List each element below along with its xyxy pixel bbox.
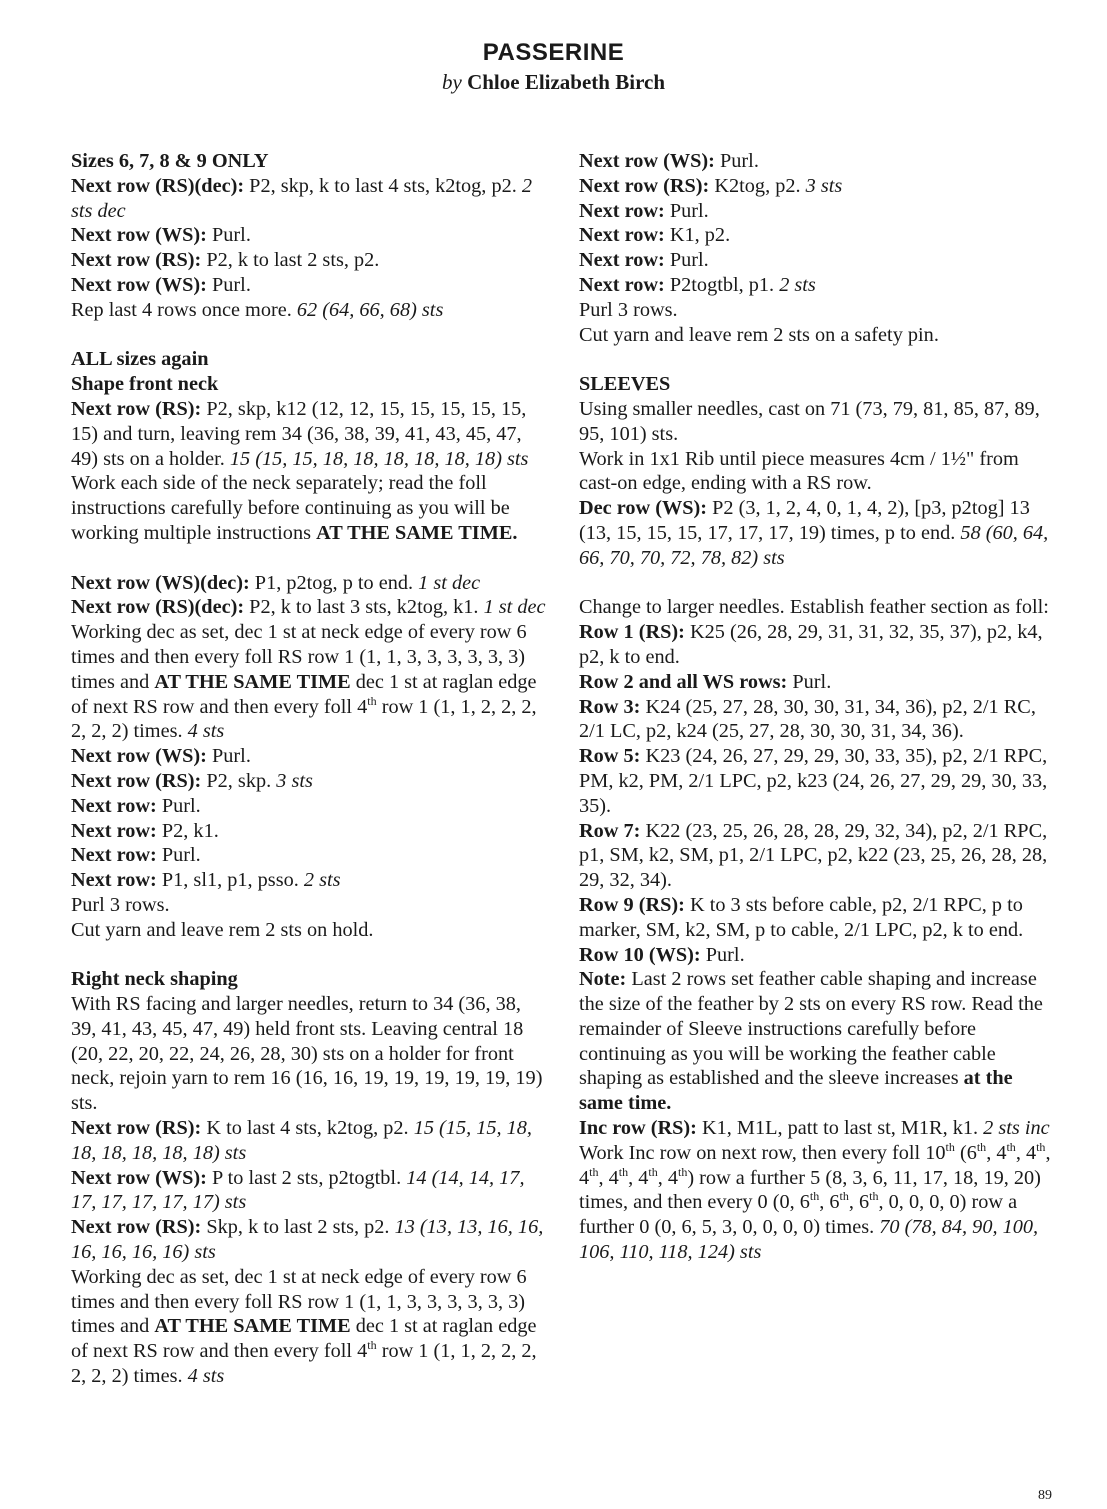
bold-text: AT THE SAME TIME. [316, 521, 518, 544]
instruction-paragraph [579, 1116, 1059, 1141]
body-text: Purl. [787, 670, 832, 693]
instruction-paragraph [71, 794, 546, 819]
body-text: With RS facing and larger needles, return to 34 (36, 38, 39, 41, 43, 45, 47, 49) held front sts. Leaving central 18 (20, 22, 20, 22, 24, 26, 28, 30) sts on a holder for front neck, rejoin yarn to rem 16 (16, 16, 19, 19, 19, 19, 19, 19) sts. [71, 993, 543, 1115]
body-text: K25 (26, 28, 29, 31, 31, 32, 35, 37), p2, k4, p2, k to end. [579, 621, 1043, 668]
body-text: , 4 [986, 1141, 1007, 1164]
bold-text: Next row (WS): [71, 273, 207, 296]
superscript-text: th [648, 1164, 658, 1179]
instruction-paragraph [71, 1166, 546, 1216]
instruction-paragraph [579, 967, 1059, 1116]
body-text: row 1 (1, 1, 2, 2, 2, 2, 2, 2) times. [71, 1340, 537, 1388]
superscript-text: th [869, 1189, 879, 1204]
bold-text: Dec row (WS): [579, 497, 708, 520]
body-text: Purl. [156, 794, 201, 817]
body-text: , 4 [598, 1166, 619, 1189]
instruction-paragraph [71, 918, 546, 943]
body-text: Purl. [664, 199, 709, 222]
body-text: , 4 [1015, 1141, 1037, 1164]
body-text: Working dec as set, dec 1 st at neck edge of every row 6 times and then every foll RS row 1 (1, 1, 3, 3, 3, 3, 3, 3) times and [71, 621, 527, 693]
instruction-paragraph [579, 298, 1059, 323]
bold-text: Row 2 and all WS rows: [579, 670, 788, 693]
instruction-paragraph [71, 248, 546, 273]
bold-text: Next row (WS): [579, 150, 715, 172]
bold-text: Next row (RS)(dec): [71, 174, 245, 197]
bold-text: Next row: [579, 273, 665, 296]
superscript-text: th [839, 1189, 849, 1204]
instruction-paragraph [71, 868, 546, 893]
body-text: Purl. [206, 224, 251, 247]
bold-text: Next row: [579, 249, 665, 272]
instruction-paragraph [71, 372, 546, 397]
bold-text: Row 3: [579, 695, 641, 718]
paragraph-gap [579, 571, 1059, 596]
body-text: P1, sl1, p1, psso. [156, 869, 304, 892]
paragraph-gap [71, 323, 546, 348]
italic-text: 70 (78, 84, 90, 100, 106, 110, 118, 124) sts [579, 1216, 1039, 1264]
instruction-paragraph [579, 670, 1059, 695]
italic-text: 3 sts [805, 174, 843, 197]
bold-text: Next row: [71, 819, 157, 842]
superscript-text: th [1036, 1140, 1046, 1155]
body-text: , 4 [579, 1141, 1051, 1189]
body-text: K23 (24, 26, 27, 29, 29, 30, 33, 35), p2, 2/1 RPC, PM, k2, PM, 2/1 LPC, p2, k23 (24, 26, 27, 29, 29, 30, 33, 35). [579, 745, 1048, 817]
paragraph-gap [579, 347, 1059, 372]
instruction-paragraph [71, 967, 546, 992]
italic-text: 2 sts [779, 273, 816, 296]
superscript-text: th [618, 1164, 629, 1179]
bold-text: Next row: [71, 794, 157, 817]
body-text: P2, k to last 2 sts, p2. [201, 249, 380, 272]
instruction-paragraph [71, 992, 546, 1116]
instruction-paragraph [71, 1265, 546, 1389]
instruction-paragraph [579, 1141, 1059, 1265]
body-text: P2togtbl, p1. [664, 273, 780, 296]
byline [0, 68, 1107, 96]
bold-text: Next row (WS): [71, 1166, 207, 1189]
instruction-paragraph [71, 843, 546, 868]
page-number: 89 [1038, 1488, 1052, 1503]
italic-text: 1 st dec [483, 596, 546, 619]
superscript-text: th [1006, 1140, 1016, 1155]
body-text: Purl. [156, 844, 201, 867]
body-text: K to last 4 sts, k2tog, p2. [201, 1117, 414, 1140]
instruction-paragraph [579, 744, 1059, 818]
body-text: Using smaller needles, cast on 71 (73, 79, 81, 85, 87, 89, 95, 101) sts. [579, 397, 1040, 445]
superscript-text: th [678, 1164, 688, 1179]
body-text: dec 1 st at raglan edge of next RS row and then every foll 4 [71, 1315, 537, 1363]
body-text: K24 (25, 27, 28, 30, 30, 31, 34, 36), p2, 2/1 RC, 2/1 LC, p2, k24 (25, 27, 28, 30, 30, 31, 34, 36). [579, 695, 1036, 743]
body-text: Change to larger needles. Establish feather section as foll: [579, 596, 1049, 619]
author-name: Chloe Elizabeth Birch [467, 70, 666, 94]
body-text: Cut yarn and leave rem 2 sts on hold. [71, 918, 374, 941]
bold-text: Next row (WS): [71, 745, 207, 768]
bold-text: Row 5: [579, 745, 641, 768]
bold-text: Row 7: [579, 819, 641, 842]
bold-text: Shape front neck [71, 373, 219, 396]
instruction-paragraph [71, 1116, 546, 1166]
instruction-paragraph [579, 447, 1059, 497]
instruction-paragraph [71, 397, 546, 471]
body-text: Work each side of the neck separately; read the foll instructions carefully before continuing as you will be working multiple instructions [71, 472, 510, 544]
page-header [0, 38, 1107, 96]
instruction-paragraph [71, 347, 546, 372]
body-text: K to 3 sts before cable, p2, 2/1 RPC, p to marker, SM, k2, SM, p to cable, 2/1 LPC, p2, k to end. [579, 893, 1024, 941]
italic-text: 62 (64, 66, 68) sts [296, 298, 444, 321]
instruction-paragraph [71, 769, 546, 794]
body-text: , 6 [848, 1191, 870, 1214]
instruction-paragraph [579, 943, 1059, 968]
instruction-paragraph [579, 496, 1059, 570]
body-text: Purl 3 rows. [71, 893, 170, 916]
italic-text: 2 sts [303, 869, 341, 892]
right-column [579, 149, 1059, 1265]
body-text: P2, k to last 3 sts, k2tog, k1. [244, 596, 484, 619]
body-text: Last 2 rows set feather cable shaping and increase the size of the feather by 2 sts on every RS row. Read the remainder of Sleeve instructions carefully before continuing as you will be working the feather cable shaping as established and the sleeve increases [579, 968, 1043, 1090]
superscript-text: th [945, 1140, 955, 1155]
body-text: Purl. [700, 943, 745, 966]
superscript-text: th [367, 693, 377, 708]
bold-text: Sizes 6, 7, 8 & 9 ONLY [71, 150, 269, 172]
superscript-text: th [976, 1140, 987, 1155]
bold-text: Next row: [579, 224, 665, 247]
bold-text: Right neck shaping [71, 968, 238, 991]
italic-text: 4 sts [187, 1365, 225, 1388]
bold-text: SLEEVES [579, 373, 671, 396]
instruction-paragraph [579, 199, 1059, 224]
body-text: Purl 3 rows. [579, 298, 678, 321]
instruction-paragraph [579, 223, 1059, 248]
bold-text: Note: [579, 968, 627, 991]
instruction-paragraph [71, 819, 546, 844]
italic-text: 2 sts inc [983, 1117, 1050, 1140]
body-text: P2, k1. [156, 819, 219, 842]
instruction-paragraph [71, 1215, 546, 1265]
instruction-paragraph [71, 893, 546, 918]
instruction-paragraph [579, 397, 1059, 447]
body-text: ) row a further 5 (8, 3, 6, 11, 17, 18, 19, 20) times, and then every 0 (0, 6 [579, 1166, 1041, 1214]
instruction-paragraph [579, 595, 1059, 620]
body-text: K1, M1L, patt to last st, M1R, k1. [696, 1117, 984, 1140]
bold-text: AT THE SAME TIME [154, 670, 351, 693]
byline-by: by [441, 70, 462, 94]
italic-text: 1 st dec [418, 571, 481, 594]
body-text: row 1 (1, 1, 2, 2, 2, 2, 2, 2) times. [71, 695, 537, 743]
bold-text: Next row: [71, 844, 157, 867]
bold-text: Next row (RS): [579, 174, 710, 197]
bold-text: at the same time. [579, 1067, 1013, 1115]
body-text: P2, skp, k12 (12, 12, 15, 15, 15, 15, 15, 15) and turn, leaving rem 34 (36, 38, 39, 41, 43, 45, 47, 49) sts on a holder. [71, 397, 527, 470]
body-text: Cut yarn and leave rem 2 sts on a safety pin. [579, 323, 939, 346]
superscript-text: th [589, 1164, 599, 1179]
bold-text: Next row (RS): [71, 1216, 202, 1239]
body-text: K22 (23, 25, 26, 28, 28, 29, 32, 34), p2, 2/1 RPC, p1, SM, k2, SM, p1, 2/1 LPC, p2, k22 (23, 25, 26, 28, 28, 29, 32, 34). [579, 819, 1048, 892]
body-text: P to last 2 sts, p2togtbl. [206, 1166, 407, 1189]
body-text: P2, skp, k to last 4 sts, k2tog, p2. [244, 174, 522, 197]
superscript-text: th [367, 1338, 377, 1353]
bold-text: Next row (RS)(dec): [71, 596, 245, 619]
bold-text: Next row (WS): [71, 224, 207, 247]
body-text: Purl. [206, 273, 251, 296]
bold-text: Next row: [71, 869, 157, 892]
bold-text: AT THE SAME TIME [154, 1315, 351, 1338]
body-text: Purl. [664, 249, 709, 272]
body-text: Purl. [206, 745, 251, 768]
superscript-text: th [809, 1189, 820, 1204]
instruction-paragraph [579, 819, 1059, 893]
instruction-paragraph [71, 571, 546, 596]
instruction-paragraph [71, 744, 546, 769]
instruction-paragraph [579, 273, 1059, 298]
instruction-paragraph [579, 695, 1059, 745]
bold-text: Next row (RS): [71, 769, 202, 792]
italic-text: 4 sts [187, 720, 225, 743]
body-text: , 4 [628, 1166, 649, 1189]
instruction-paragraph [71, 298, 546, 323]
italic-text: 15 (15, 15, 18, 18, 18, 18, 18, 18) sts [71, 1117, 533, 1164]
body-text: Rep last 4 rows once more. [71, 298, 297, 321]
body-text: Skp, k to last 2 sts, p2. [201, 1216, 395, 1239]
instruction-paragraph [71, 620, 546, 744]
body-text: Purl. [714, 150, 759, 172]
body-text: Work in 1x1 Rib until piece measures 4cm / 1½" from cast-on edge, ending with a RS row. [579, 447, 1019, 495]
instruction-paragraph [579, 149, 1059, 174]
body-text: P1, p2tog, p to end. [249, 571, 419, 594]
body-text: dec 1 st at raglan edge of next RS row and then every foll 4 [71, 670, 537, 718]
body-text: P2 (3, 1, 2, 4, 0, 1, 4, 2), [p3, p2tog] 13 (13, 15, 15, 15, 17, 17, 17, 19) times, p to end. [579, 497, 1030, 544]
bold-text: Inc row (RS): [579, 1117, 697, 1140]
bold-text: Row 9 (RS): [579, 893, 685, 916]
bold-text: ALL sizes again [71, 348, 209, 371]
italic-text: 2 sts dec [71, 174, 533, 222]
italic-text: 58 (60, 64, 66, 70, 70, 72, 78, 82) sts [579, 521, 1049, 569]
bold-text: Row 10 (WS): [579, 943, 701, 966]
body-text: (6 [954, 1141, 977, 1164]
instruction-paragraph [579, 620, 1059, 670]
paragraph-gap [71, 546, 546, 571]
instruction-paragraph [579, 893, 1059, 943]
left-column [71, 149, 546, 1389]
instruction-paragraph [71, 595, 546, 620]
body-text: K1, p2. [664, 224, 731, 247]
italic-text: 13 (13, 13, 16, 16, 16, 16, 16, 16) sts [71, 1216, 544, 1264]
instruction-paragraph [579, 174, 1059, 199]
instruction-paragraph [71, 149, 546, 174]
bold-text: Next row (RS): [71, 249, 202, 272]
bold-text: Row 1 (RS): [579, 621, 685, 644]
instruction-paragraph [579, 248, 1059, 273]
bold-text: Next row (RS): [71, 1117, 202, 1140]
bold-text: Next row (WS)(dec): [71, 571, 250, 594]
instruction-paragraph [71, 174, 546, 224]
bold-text: Next row (RS): [71, 397, 202, 420]
pattern-title: PASSERINE [482, 39, 625, 66]
instruction-paragraph [71, 471, 546, 545]
instruction-paragraph [579, 323, 1059, 348]
italic-text: 14 (14, 14, 17, 17, 17, 17, 17, 17) sts [71, 1166, 525, 1214]
italic-text: 15 (15, 15, 18, 18, 18, 18, 18, 18) sts [229, 447, 529, 470]
body-text: Working dec as set, dec 1 st at neck edge of every row 6 times and then every foll RS row 1 (1, 1, 3, 3, 3, 3, 3, 3) times and [71, 1265, 527, 1338]
instruction-paragraph [71, 273, 546, 298]
italic-text: 3 sts [276, 769, 313, 792]
body-text: Work Inc row on next row, then every foll 10 [579, 1141, 946, 1164]
body-text: P2, skp. [201, 769, 277, 792]
instruction-paragraph [579, 372, 1059, 397]
body-text: , 0, 0, 0, 0) row a further 0 (0, 6, 5, 3, 0, 0, 0, 0) times. [579, 1191, 1018, 1239]
bold-text: Next row: [579, 199, 665, 222]
body-text: , 4 [657, 1166, 679, 1189]
body-text: K2tog, p2. [709, 174, 806, 197]
instruction-paragraph [71, 223, 546, 248]
paragraph-gap [71, 943, 546, 968]
body-text: , 6 [819, 1191, 840, 1214]
